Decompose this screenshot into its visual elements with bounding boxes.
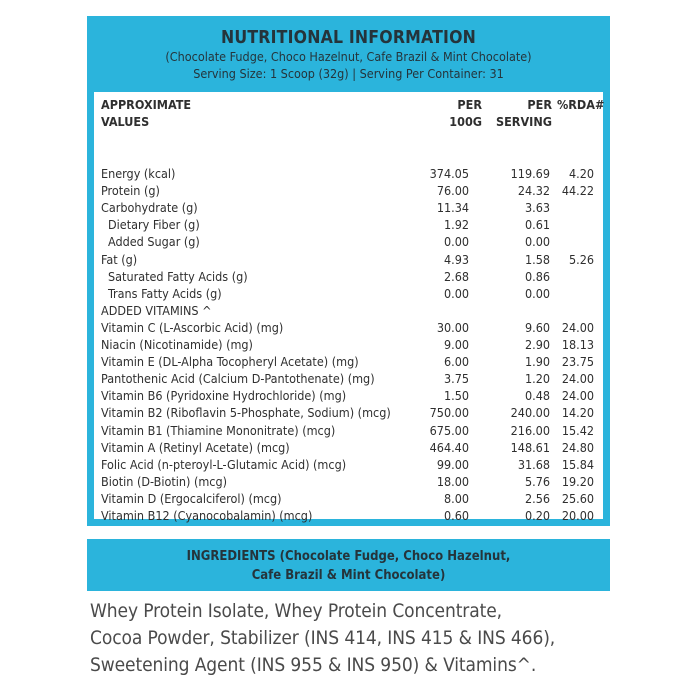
row-perserving-value: 216.00 [510,422,550,438]
row-label: Carbohydrate (g) [101,200,198,216]
row-per100-value: 464.40 [429,439,469,455]
row-rda-value: 15.84 [561,456,594,472]
row-per100-value: 6.00 [443,354,469,370]
table-row [94,490,603,507]
nutrition-table [94,92,605,523]
row-perserving-value: 1.90 [524,354,550,370]
header-perserving-col: PER SERVING [496,97,552,129]
row-perserving-value: 148.61 [510,439,550,455]
row-perserving-value: 1.20 [524,371,550,387]
row-per100-value: 30.00 [436,319,469,335]
row-rda-value: 14.20 [561,405,594,421]
table-row [94,319,603,336]
table-row [94,439,603,456]
row-per100-value: 11.34 [436,200,469,216]
row-label: Dietary Fiber (g) [108,217,200,233]
row-per100-value: 0.60 [443,508,469,523]
row-per100-value: 76.00 [436,183,469,199]
row-per100-value: 750.00 [429,405,469,421]
row-per100-value: 2.68 [443,268,469,284]
row-rda-value: 24.00 [561,371,594,387]
row-perserving-value: 9.60 [524,319,550,335]
table-row [94,404,603,421]
row-perserving-value: 24.32 [517,183,550,199]
row-rda-value: 18.13 [561,337,594,352]
table-row [94,507,603,524]
row-rda-value: 15.42 [561,422,594,438]
row-per100-value: 4.93 [443,251,469,267]
row-per100-value: 374.05 [429,166,469,181]
row-label: Vitamin C (L-Ascorbic Acid) (mg) [101,319,284,335]
row-label: Vitamin B12 (Cyanocobalamin) (mcg) [101,508,313,523]
row-perserving-value: 0.00 [524,285,550,301]
row-label: Vitamin B1 (Thiamine Mononitrate) (mcg) [101,422,336,438]
row-per100-value: 1.92 [443,217,469,233]
flavours-line: (Chocolate Fudge, Choco Hazelnut, Cafe Brazil & Mint Chocolate) [165,49,532,64]
row-per100-value: 1.50 [443,388,469,404]
table-row [94,268,603,285]
row-perserving-value: 0.00 [524,234,550,250]
row-label: Protein (g) [101,183,160,199]
table-row [94,216,603,233]
row-perserving-value: 3.63 [524,200,550,216]
nutrition-header [87,16,610,92]
ingredients-text [90,598,650,679]
row-perserving-value: 2.90 [524,337,550,352]
row-per100-value: 3.75 [443,371,469,387]
table-row [94,285,603,302]
row-label: Fat (g) [101,251,138,267]
row-per100-value: 8.00 [443,490,469,506]
row-rda-value: 20.00 [561,508,594,523]
row-label: Trans Fatty Acids (g) [108,285,222,301]
row-perserving-value: 5.76 [524,473,550,489]
row-perserving-value: 31.68 [517,456,550,472]
row-per100-value: 99.00 [436,456,469,472]
table-row [94,165,603,182]
nutrition-panel [87,16,610,526]
table-row [94,387,603,404]
row-label: Vitamin A (Retinyl Acetate) (mcg) [101,439,290,455]
table-row [94,456,603,473]
table-row [94,251,603,268]
table-row [94,473,603,490]
header-label-col: APPROXIMATE VALUES [101,97,192,129]
row-perserving-value: 1.58 [524,251,550,267]
ingredients-text-line2: Cocoa Powder, Stabilizer (INS 414, INS 415 & INS 466), [90,627,556,649]
row-perserving-value: 240.00 [510,405,550,421]
ingredients-header [87,539,610,591]
table-row [94,353,603,370]
table-row [94,422,603,439]
row-label: Folic Acid (n-pteroyl-L-Glutamic Acid) (mcg) [101,456,347,472]
row-perserving-value: 0.86 [524,268,550,284]
row-label: Vitamin B6 (Pyridoxine Hydrochloride) (mg) [101,388,347,404]
row-per100-value: 0.00 [443,234,469,250]
ingredients-title-line1: INGREDIENTS (Chocolate Fudge, Choco Hazelnut, [186,549,511,564]
nutrition-title: NUTRITIONAL INFORMATION [220,28,477,48]
table-row [94,336,603,353]
table-row [94,370,603,387]
row-perserving-value: 2.56 [524,490,550,506]
row-label: Energy (kcal) [101,166,176,181]
header-per100-col: PER 100G [449,97,482,129]
row-perserving-value: 0.20 [524,508,550,523]
row-per100-value: 18.00 [436,473,469,489]
row-rda-value: 5.26 [568,251,594,267]
row-label: Pantothenic Acid (Calcium D-Pantothenate) (mg) [101,371,375,387]
row-label: Saturated Fatty Acids (g) [108,268,248,284]
row-per100-value: 0.00 [443,285,469,301]
ingredients-text-line1: Whey Protein Isolate, Whey Protein Concentrate, [90,600,502,622]
serving-line: Serving Size: 1 Scoop (32g) | Serving Per Container: 31 [193,66,504,81]
row-label: Biotin (D-Biotin) (mcg) [101,473,228,489]
row-label: Vitamin B2 (Riboflavin 5-Phosphate, Sodium) (mcg) [101,405,391,421]
row-label: Vitamin D (Ergocalciferol) (mcg) [101,490,282,506]
ingredients-text-line3: Sweetening Agent (INS 955 & INS 950) & Vitamins^. [90,654,537,676]
row-perserving-value: 0.61 [524,217,550,233]
row-rda-value: 25.60 [561,490,594,506]
ingredients-title-line2: Cafe Brazil & Mint Chocolate) [251,568,446,583]
table-row [94,302,603,319]
row-perserving-value: 0.48 [524,388,550,404]
row-rda-value: 4.20 [568,166,594,181]
row-per100-value: 9.00 [443,337,469,352]
row-perserving-value: 119.69 [510,166,550,181]
row-label: Added Sugar (g) [108,234,200,250]
table-row [94,182,603,199]
row-label: ADDED VITAMINS ^ [101,302,212,318]
header-rda-col: %RDA# [557,97,605,112]
row-label: Vitamin E (DL-Alpha Tocopheryl Acetate) (mg) [101,354,359,370]
row-rda-value: 24.00 [561,319,594,335]
table-row [94,199,603,216]
row-rda-value: 19.20 [561,473,594,489]
row-rda-value: 23.75 [561,354,594,370]
row-rda-value: 24.00 [561,388,594,404]
row-rda-value: 24.80 [561,439,594,455]
row-per100-value: 675.00 [429,422,469,438]
row-label: Niacin (Nicotinamide) (mg) [101,337,253,352]
row-rda-value: 44.22 [561,183,594,199]
table-row [94,233,603,250]
